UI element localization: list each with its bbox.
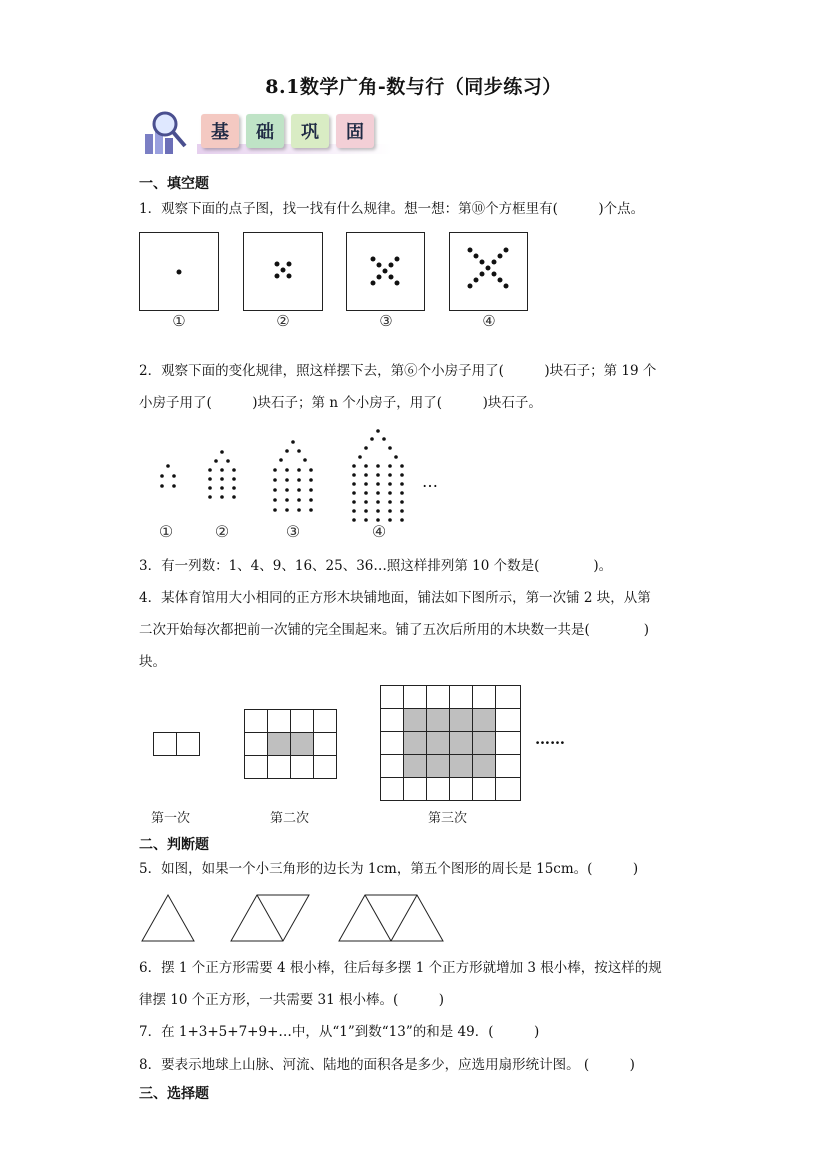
q2-label-2: ②	[214, 522, 230, 541]
dot	[389, 263, 394, 268]
dot	[395, 281, 400, 286]
q4-ellipsis: ……	[535, 730, 565, 748]
section-heading-true-false: 二、判断题	[139, 837, 209, 853]
question-1: 1．观察下面的点子图，找一找有什么规律。想一想：第⑩个方框里有( )个点。	[139, 201, 645, 217]
dot	[504, 248, 509, 253]
dot	[377, 275, 382, 280]
q5-triangle-figures	[139, 890, 459, 946]
question-6-line-2: 律摆 10 个正方形，一共需要 31 根小棒。( )	[139, 992, 445, 1008]
dot-box-4	[450, 233, 528, 311]
house-1	[160, 464, 176, 488]
triangle-figure-1	[142, 895, 194, 941]
house-2	[208, 450, 236, 499]
dot	[486, 266, 491, 271]
dot	[492, 272, 497, 277]
dot	[389, 275, 394, 280]
q2-house-figures	[150, 425, 450, 525]
dot	[371, 281, 376, 286]
section-heading-multiple-choice: 三、选择题	[139, 1086, 209, 1102]
banner-tile-3: 巩	[291, 114, 329, 148]
q2-ellipsis: …	[422, 472, 439, 491]
dot	[474, 254, 479, 259]
dot	[287, 262, 292, 267]
q1-label-2: ②	[276, 312, 290, 330]
dot	[504, 284, 509, 289]
q2-label-1: ①	[158, 522, 174, 541]
page-title: 8.1数学广角-数与行（同步练习）	[265, 76, 562, 98]
q4-label-3: 第三次	[428, 811, 468, 826]
q4-label-2: 第二次	[270, 811, 310, 826]
dot	[468, 248, 473, 253]
dot	[275, 274, 280, 279]
triangle-figure-3	[339, 895, 443, 941]
question-4-line-2: 二次开始每次都把前一次铺的完全围起来。铺了五次后所用的木块数一共是( )	[139, 622, 650, 638]
banner-tile-2: 础	[246, 114, 284, 148]
dot	[498, 254, 503, 259]
magnifier-icon	[139, 108, 195, 160]
section-heading-fill-blank: 一、填空题	[139, 176, 209, 192]
dot	[480, 260, 485, 265]
question-8: 8．要表示地球上山脉、河流、陆地的面积各是多少，应选用扇形统计图。 ( )	[139, 1057, 635, 1073]
q1-label-4: ④	[482, 312, 496, 330]
dot	[383, 269, 388, 274]
banner-tile-4: 固	[336, 114, 374, 148]
tiling-3	[381, 686, 521, 801]
dot	[480, 272, 485, 277]
dot	[275, 262, 280, 267]
dot	[377, 263, 382, 268]
question-2-line-1: 2．观察下面的变化规律，照这样摆下去，第⑥个小房子用了( )块石子；第 19 个	[139, 363, 657, 379]
question-7: 7．在 1+3+5+7+9+…中，从“1”到数“13”的和是 49．( )	[139, 1024, 540, 1040]
q2-label-3: ③	[285, 522, 301, 541]
question-2-line-2: 小房子用了( )块石子；第 n 个小房子，用了( )块石子。	[139, 395, 542, 411]
tiling-2	[245, 710, 337, 779]
q1-label-1: ①	[172, 312, 186, 330]
dot	[395, 257, 400, 262]
q4-label-1: 第一次	[151, 811, 191, 826]
dot	[177, 270, 182, 275]
q4-tile-figures	[150, 683, 530, 808]
dot	[492, 260, 497, 265]
section-banner	[139, 108, 399, 160]
dot	[474, 278, 479, 283]
dot	[281, 268, 286, 273]
question-5: 5．如图，如果一个小三角形的边长为 1cm，第五个图形的周长是 15cm。( )	[139, 861, 639, 877]
dot	[468, 284, 473, 289]
tiling-1	[154, 733, 200, 756]
dot	[371, 257, 376, 262]
dot	[287, 274, 292, 279]
question-3: 3．有一列数：1、4、9、16、25、36…照这样排列第 10 个数是( )。	[139, 558, 613, 574]
house-4	[352, 429, 404, 522]
q1-label-3: ③	[379, 312, 393, 330]
dot	[498, 278, 503, 283]
q2-label-4: ④	[371, 522, 387, 541]
house-3	[273, 440, 313, 512]
question-4-line-1: 4．某体育馆用大小相同的正方形木块铺地面，铺法如下图所示，第一次铺 2 块，从第	[139, 590, 651, 606]
question-6-line-1: 6．摆 1 个正方形需要 4 根小棒，往后每多摆 1 个正方形就增加 3 根小棒，按这样的规	[139, 960, 662, 976]
question-4-line-3: 块。	[139, 654, 166, 670]
banner-tile-1: 基	[201, 114, 239, 148]
